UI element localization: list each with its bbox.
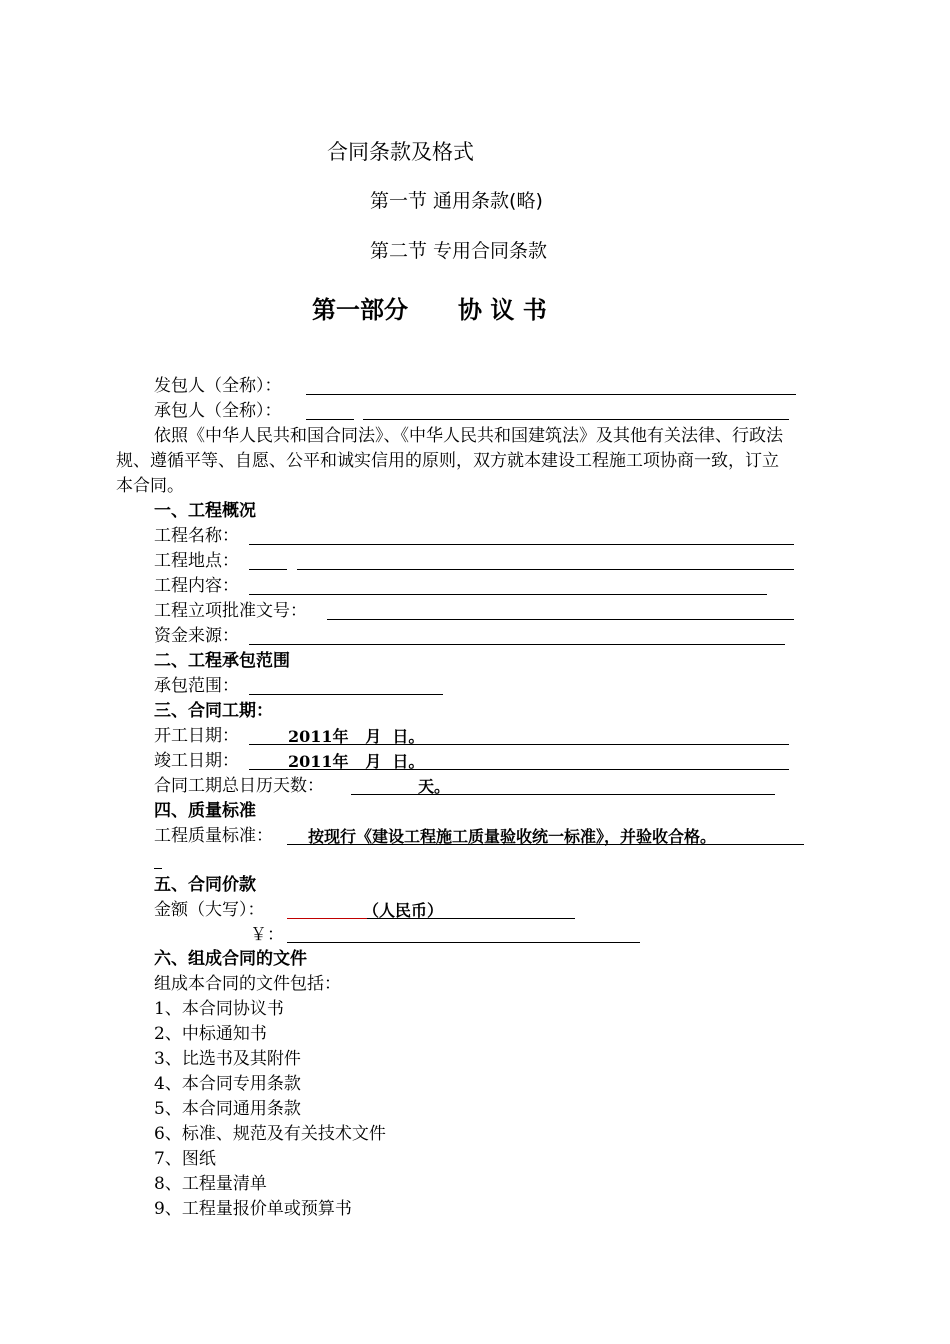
duration-heading: 三、合同工期： bbox=[154, 701, 273, 721]
total-days-label: 合同工期总日历天数： bbox=[154, 776, 324, 796]
document-item: 8、工程量清单 bbox=[154, 1174, 267, 1194]
amount-words-value: （人民币） bbox=[363, 901, 444, 920]
intro-paragraph: 依照《中华人民共和国合同法》、《中华人民共和国建筑法》及其他有关法律、行政法规、遵循平等、自愿、公平和诚实信用的原则，双方就本建设工程施工项协商一致，订立本合同。 bbox=[116, 426, 783, 496]
amount-yen-field[interactable] bbox=[287, 942, 640, 943]
end-date-label: 竣工日期： bbox=[154, 751, 239, 771]
contractor-label: 承包人（全称）： bbox=[154, 401, 282, 421]
document-item: 4、本合同专用条款 bbox=[154, 1074, 301, 1094]
agreement-label: 协 议 书 bbox=[458, 296, 547, 324]
project-location-label: 工程地点： bbox=[154, 551, 239, 571]
contractor-field-b[interactable] bbox=[363, 419, 789, 420]
amount-words-field[interactable] bbox=[367, 918, 575, 919]
quality-standard-label: 工程质量标准： bbox=[154, 826, 273, 846]
project-name-label: 工程名称： bbox=[154, 526, 239, 546]
documents-heading: 六、组成合同的文件 bbox=[154, 949, 307, 969]
approval-number-field[interactable] bbox=[327, 619, 794, 620]
start-date-value: 2011年 月 日。 bbox=[288, 727, 425, 746]
total-days-field[interactable] bbox=[351, 794, 775, 795]
scope-label: 承包范围： bbox=[154, 676, 239, 696]
end-date-field[interactable] bbox=[249, 769, 789, 770]
quality-standard-continuation[interactable] bbox=[154, 868, 162, 869]
part-one-label: 第一部分 bbox=[312, 296, 408, 324]
project-location-field-b[interactable] bbox=[297, 569, 794, 570]
quality-heading: 四、质量标准 bbox=[154, 801, 256, 821]
quality-standard-value: 按现行《建设工程施工质量验收统一标准》，并验收合格。 bbox=[308, 827, 717, 846]
section-special-title: 第二节 专用合同条款 bbox=[370, 240, 548, 262]
document-item: 9、工程量报价单或预算书 bbox=[154, 1199, 352, 1219]
project-name-field[interactable] bbox=[249, 544, 794, 545]
scope-heading: 二、工程承包范围 bbox=[154, 651, 290, 671]
start-date-label: 开工日期： bbox=[154, 726, 239, 746]
price-heading: 五、合同价款 bbox=[154, 875, 256, 895]
document-item: 5、本合同通用条款 bbox=[154, 1099, 301, 1119]
overview-heading: 一、工程概况 bbox=[154, 501, 256, 521]
document-item: 7、图纸 bbox=[154, 1149, 216, 1169]
project-content-label: 工程内容： bbox=[154, 576, 239, 596]
quality-standard-field[interactable] bbox=[287, 844, 804, 845]
funding-source-field[interactable] bbox=[249, 644, 785, 645]
employer-label: 发包人（全称）： bbox=[154, 376, 282, 396]
amount-yen-label: ￥： bbox=[250, 925, 284, 945]
funding-source-label: 资金来源： bbox=[154, 626, 239, 646]
document-title: 合同条款及格式 bbox=[327, 140, 474, 164]
document-item: 3、比选书及其附件 bbox=[154, 1049, 301, 1069]
total-days-value: 天。 bbox=[418, 777, 451, 796]
document-item: 2、中标通知书 bbox=[154, 1024, 267, 1044]
document-item: 1、本合同协议书 bbox=[154, 999, 284, 1019]
document-item: 6、标准、规范及有关技术文件 bbox=[154, 1124, 386, 1144]
project-content-field[interactable] bbox=[249, 594, 767, 595]
end-date-value: 2011年 月 日。 bbox=[288, 752, 425, 771]
contractor-field-a[interactable] bbox=[306, 419, 354, 420]
project-location-field-a[interactable] bbox=[249, 569, 287, 570]
start-date-field[interactable] bbox=[249, 744, 789, 745]
scope-field[interactable] bbox=[249, 694, 443, 695]
approval-number-label: 工程立项批准文号： bbox=[154, 601, 307, 621]
employer-field[interactable] bbox=[306, 394, 796, 395]
documents-intro: 组成本合同的文件包括： bbox=[154, 974, 341, 994]
part-one-title bbox=[312, 290, 547, 325]
amount-words-field-red[interactable] bbox=[287, 918, 367, 919]
amount-words-label: 金额（大写）： bbox=[154, 900, 265, 920]
section-general-title: 第一节 通用条款(略) bbox=[370, 190, 543, 212]
